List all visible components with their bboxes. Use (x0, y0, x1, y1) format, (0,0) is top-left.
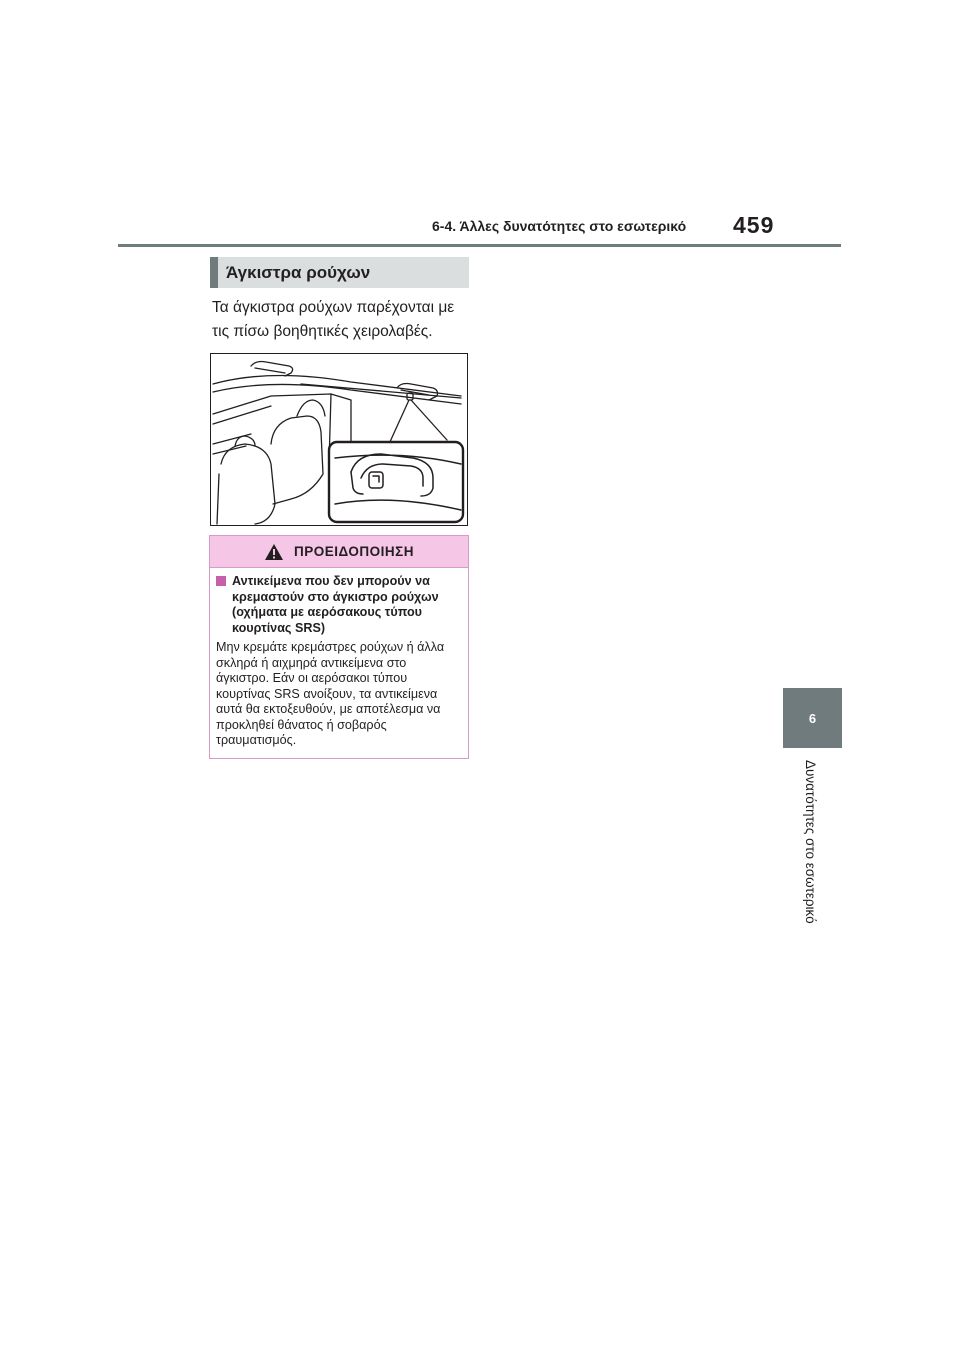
coat-hook-illustration (210, 353, 468, 526)
warning-body: Μην κρεμάτε κρεμάστρες ρούχων ή άλλα σκληρά ή αιχμηρά αντικείμενα στο άγκιστρο. Εάν οι αερόσακοι τύπου κουρτίνας SRS ανοίξουν, τα αντικείμενα αυτά θα εκτοξευθούν, με αποτέλεσμα να προκληθεί θάνατος ή σοβαρός τραυματισμός. (216, 640, 445, 747)
chapter-tab (783, 688, 842, 748)
warning-title: ΠΡΟΕΙΔΟΠΟΙΗΣΗ (294, 544, 414, 559)
warning-subheading-text: Αντικείμενα που δεν μπορούν να κρεμαστούν στο άγκιστρο ρούχων (οχήματα με αερόσακους τύπου κουρτίνας SRS) (232, 574, 439, 635)
chapter-number: 6 (808, 710, 817, 726)
warning-subheading (210, 568, 468, 636)
warning-header (210, 536, 468, 568)
warning-triangle-icon (264, 543, 284, 561)
intro-paragraph: Τα άγκιστρα ρούχων παρέχονται με τις πίσω βοηθητικές χειρολαβές. (212, 299, 455, 340)
page-number: 459 (733, 212, 775, 238)
warning-box (209, 535, 469, 759)
bullet-square-icon (216, 576, 226, 586)
header-divider (118, 244, 841, 247)
running-header-title: 6-4. Άλλες δυνατότητες στο εσωτερικό (432, 218, 687, 234)
chapter-tab-label: Δυνατότητες στο εσωτερικό (803, 760, 818, 924)
section-heading: Άγκιστρα ρούχων (210, 257, 469, 288)
car-interior-drawing (211, 354, 467, 525)
